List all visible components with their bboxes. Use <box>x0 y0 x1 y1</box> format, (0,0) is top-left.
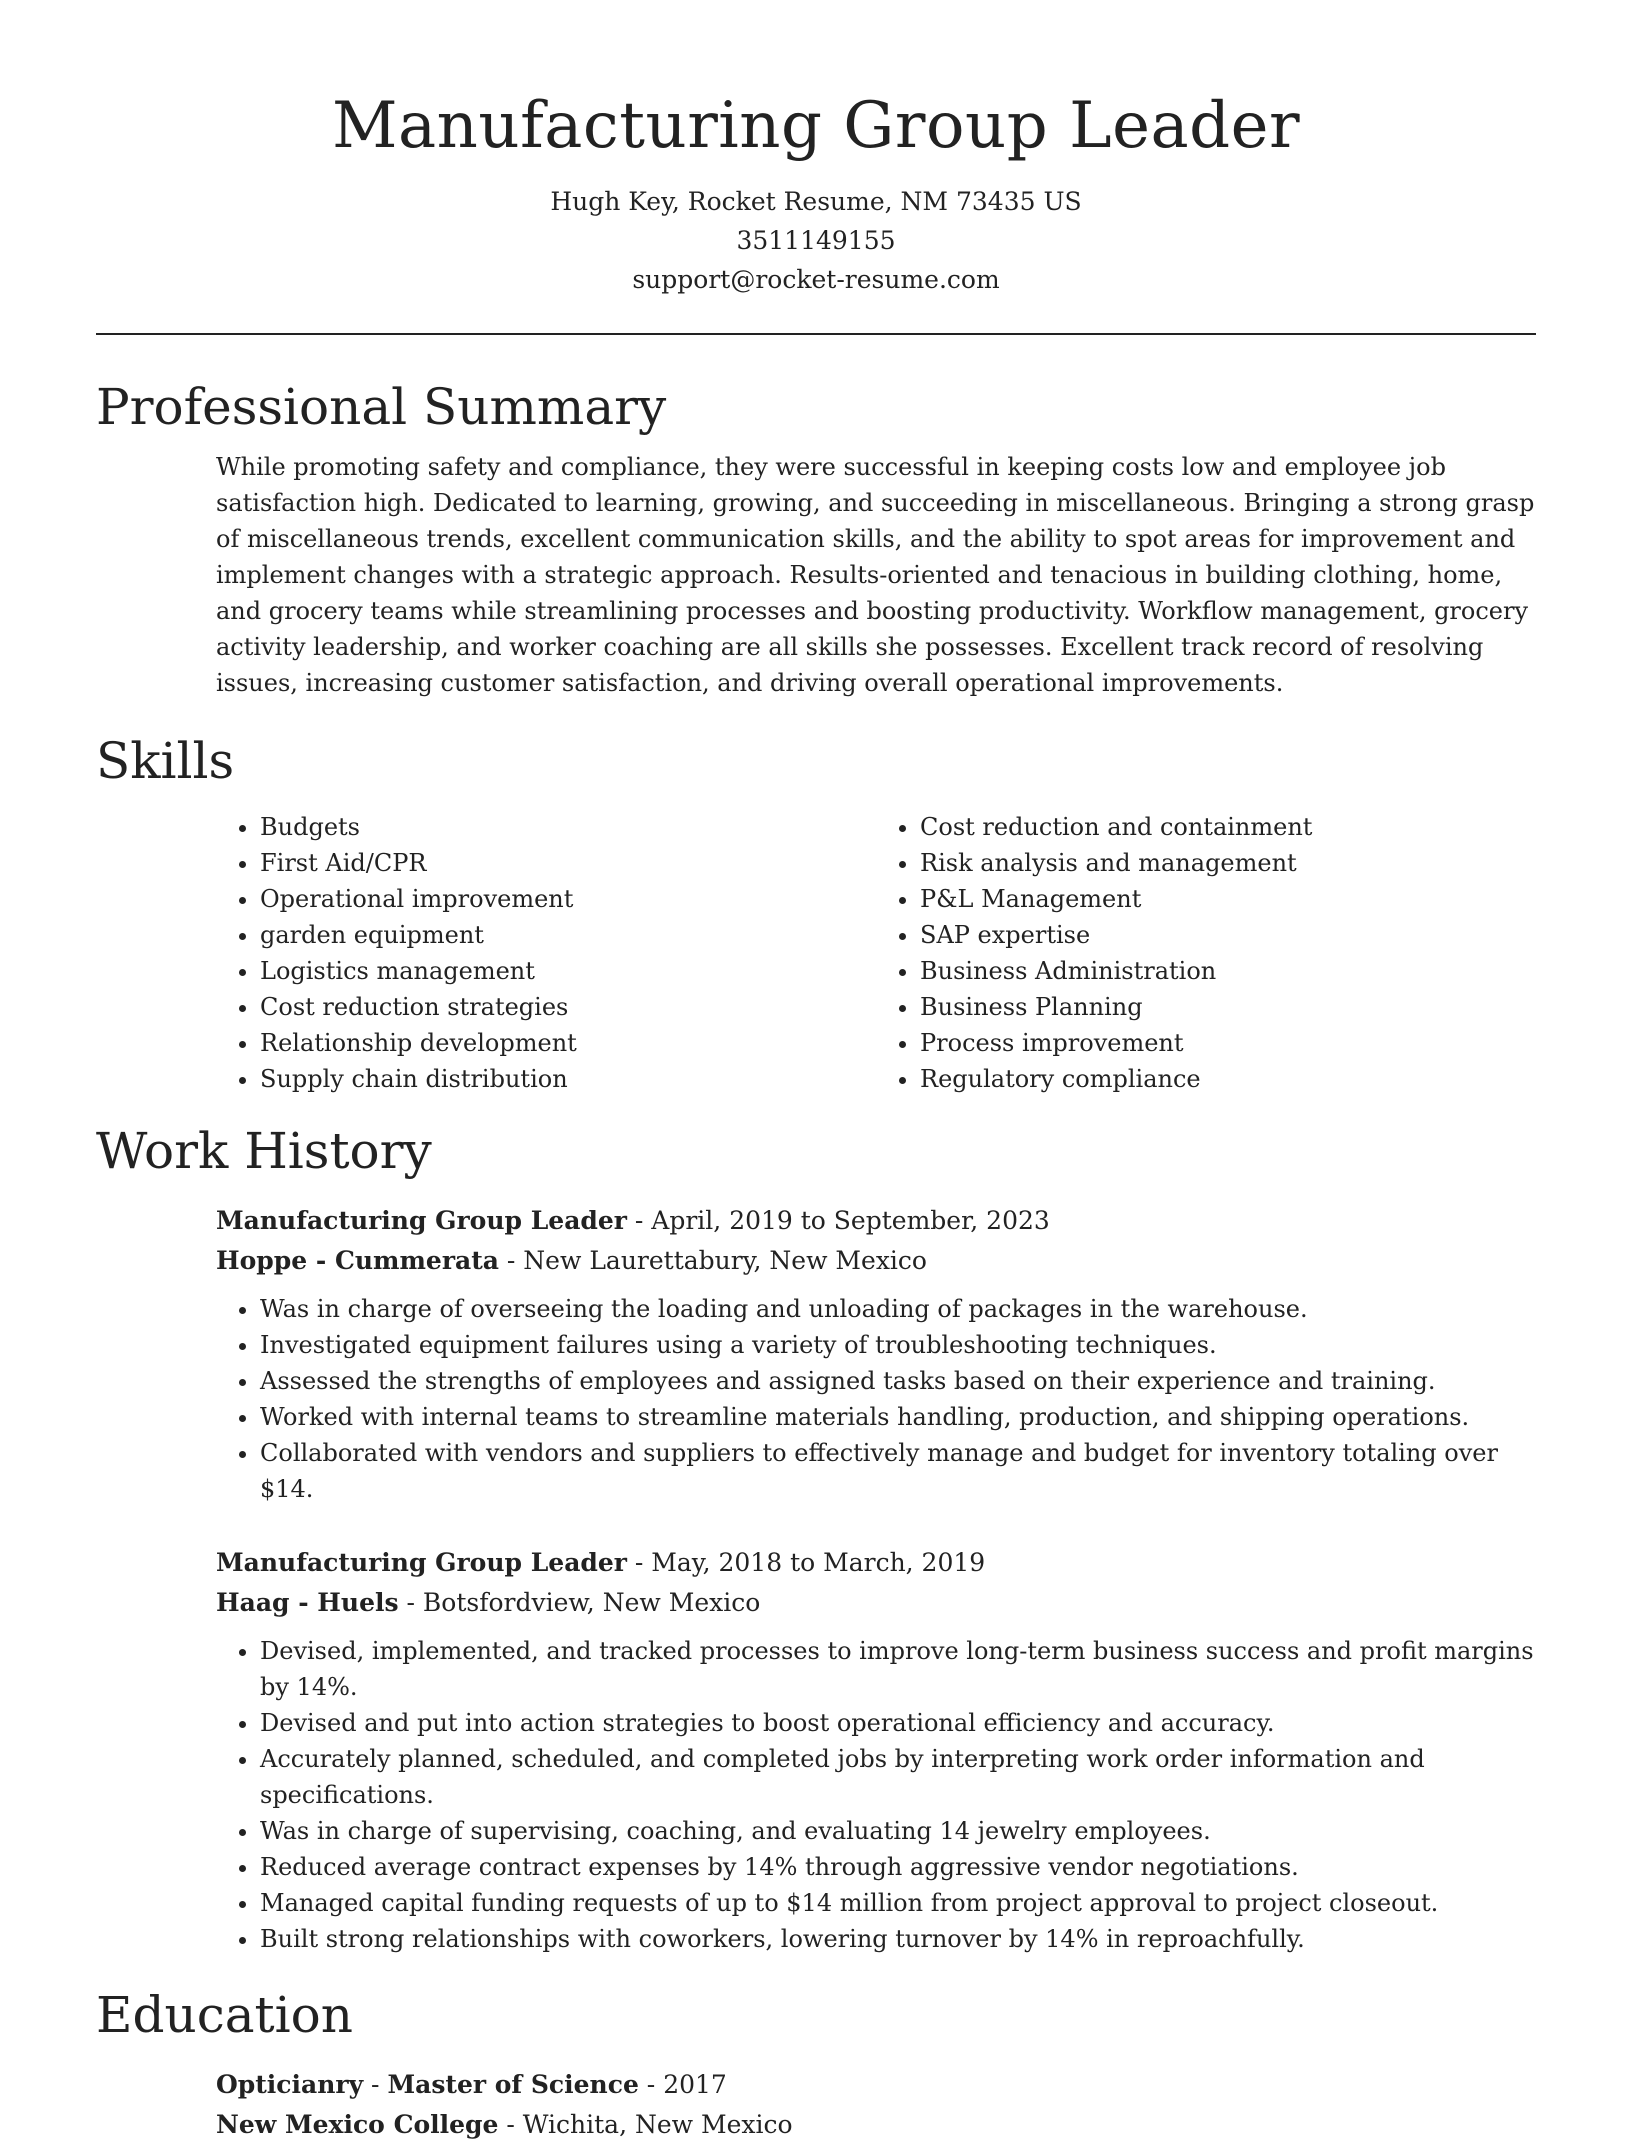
contact-phone: 3511149155 <box>736 226 896 255</box>
job-bullet: • Accurately planned, scheduled, and completed jobs by interpreting work order information and specifications. <box>260 1741 1536 1813</box>
education-entry <box>216 2065 1536 2145</box>
job-bullets <box>216 1633 1536 1957</box>
job-entry <box>216 1201 1536 1507</box>
separator: - <box>626 1548 652 1577</box>
education-section <box>96 1983 1536 2145</box>
job-bullets <box>216 1291 1536 1507</box>
job-bullet: • Devised, implemented, and tracked processes to improve long-term business success and profit margins by 14%. <box>260 1633 1536 1705</box>
education-school: New Mexico College <box>216 2110 499 2139</box>
job-company: Haag - Huels <box>216 1588 399 1617</box>
work-history-section <box>96 1119 1536 1957</box>
education-school-line <box>216 2105 1536 2145</box>
separator: - <box>498 1246 524 1275</box>
skill-item: • First Aid/CPR <box>260 845 876 881</box>
job-location: New Laurettabury, New Mexico <box>523 1246 927 1275</box>
skill-item: • Operational improvement <box>260 881 876 917</box>
job-bullet: • Assessed the strengths of employees and assigned tasks based on their experience and training. <box>260 1363 1536 1399</box>
separator: - <box>363 2070 388 2099</box>
summary-heading: Professional Summary <box>96 378 667 436</box>
job-title-line <box>216 1201 1536 1241</box>
job-bullet: • Investigated equipment failures using a variety of troubleshooting techniques. <box>260 1327 1536 1363</box>
contact-address: Hugh Key, Rocket Resume, NM 73435 US <box>550 187 1082 216</box>
education-heading: Education <box>96 1986 353 2044</box>
education-field: Opticianry <box>216 2070 364 2099</box>
skill-item: • Process improvement <box>920 1025 1536 1061</box>
job-location: Botsfordview, New Mexico <box>422 1588 761 1617</box>
job-bullet: • Was in charge of supervising, coaching, and evaluating 14 jewelry employees. <box>260 1813 1536 1849</box>
job-bullet: • Was in charge of overseeing the loading and unloading of packages in the warehouse. <box>260 1291 1536 1327</box>
job-title-line <box>216 1543 1536 1583</box>
skills-section <box>96 729 1536 1097</box>
skill-item: • Risk analysis and management <box>920 845 1536 881</box>
header-divider <box>96 333 1536 335</box>
job-dates: May, 2018 to March, 2019 <box>651 1548 986 1577</box>
work-history-heading: Work History <box>96 1122 432 1180</box>
job-entry <box>216 1543 1536 1957</box>
contact-block <box>96 182 1536 299</box>
job-dates: April, 2019 to September, 2023 <box>651 1206 1050 1235</box>
skill-item: • Business Planning <box>920 989 1536 1025</box>
job-bullet: • Collaborated with vendors and suppliers to effectively manage and budget for inventory totaling over $14. <box>260 1435 1536 1507</box>
skill-item: • P&L Management <box>920 881 1536 917</box>
skill-item: • garden equipment <box>260 917 876 953</box>
separator: - <box>398 1588 423 1617</box>
skill-item: • Cost reduction strategies <box>260 989 876 1025</box>
contact-email: support@rocket-resume.com <box>632 265 1000 294</box>
skills-heading: Skills <box>96 732 235 790</box>
skill-item: • Regulatory compliance <box>920 1061 1536 1097</box>
education-degree-line <box>216 2065 1536 2105</box>
skills-list-left <box>216 809 876 1097</box>
education-year: 2017 <box>663 2070 727 2099</box>
job-bullet: • Managed capital funding requests of up to $14 million from project approval to project closeout. <box>260 1885 1536 1921</box>
skill-item: • Budgets <box>260 809 876 845</box>
job-company: Hoppe - Cummerata <box>216 1246 499 1275</box>
job-bullet: • Reduced average contract expenses by 14% through aggressive vendor negotiations. <box>260 1849 1536 1885</box>
job-company-line <box>216 1241 1536 1281</box>
job-company-line <box>216 1583 1536 1623</box>
separator: - <box>626 1206 652 1235</box>
skill-item: • Logistics management <box>260 953 876 989</box>
skills-columns <box>216 809 1536 1097</box>
job-role: Manufacturing Group Leader <box>216 1206 627 1235</box>
skills-list-right <box>876 809 1536 1097</box>
skill-item: • Cost reduction and containment <box>920 809 1536 845</box>
summary-text: While promoting safety and compliance, they were successful in keeping costs low and employee job satisfaction high. Dedicated to learning, growing, and succeeding in miscellaneous. Bringing a strong grasp of miscellaneous trends, excellent communication skills, and the ability to spot areas for improvement and implement changes with a strategic approach. Results-oriented and tenacious in building clothing, home, and grocery teams while streamlining processes and boosting productivity. Workflow management, grocery activity leadership, and worker coaching are all skills she possesses. Excellent track record of resolving issues, increasing customer satisfaction, and driving overall operational improvements. <box>216 453 1535 697</box>
job-bullet: • Devised and put into action strategies to boost operational efficiency and accuracy. <box>260 1705 1536 1741</box>
skill-item: • SAP expertise <box>920 917 1536 953</box>
job-bullet: • Worked with internal teams to streamline materials handling, production, and shipping operations. <box>260 1399 1536 1435</box>
skill-item: • Relationship development <box>260 1025 876 1061</box>
summary-section <box>96 375 1536 701</box>
education-location: Wichita, New Mexico <box>522 2110 793 2139</box>
education-degree: Master of Science <box>387 2070 639 2099</box>
skill-item: • Supply chain distribution <box>260 1061 876 1097</box>
separator: - <box>638 2070 664 2099</box>
job-role: Manufacturing Group Leader <box>216 1548 627 1577</box>
resume-header <box>96 0 1536 299</box>
job-bullet: • Built strong relationships with coworkers, lowering turnover by 14% in reproachfully. <box>260 1921 1536 1957</box>
skill-item: • Business Administration <box>920 953 1536 989</box>
page-title: Manufacturing Group Leader <box>331 89 1301 163</box>
separator: - <box>498 2110 523 2139</box>
